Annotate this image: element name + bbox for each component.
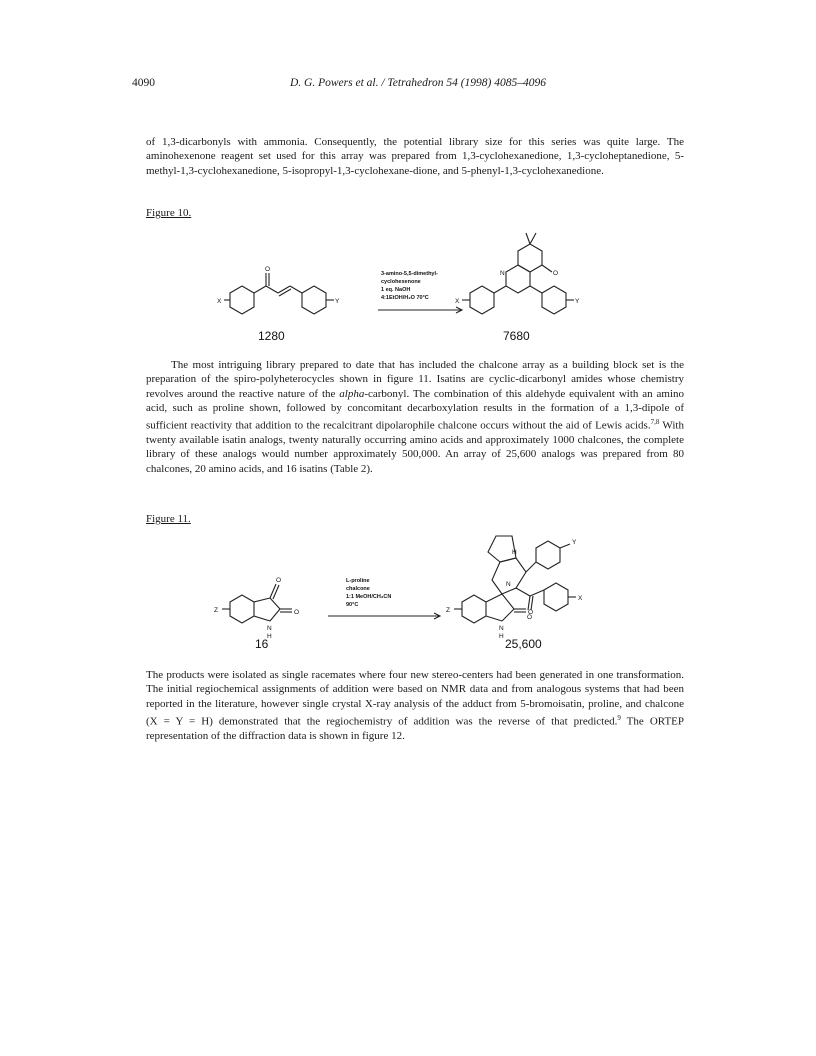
page-number: 4090 xyxy=(132,77,155,89)
benzoyl-ring xyxy=(544,583,568,611)
figure-10-label: Figure 10. xyxy=(146,207,192,219)
aryl-ring xyxy=(536,541,560,569)
cyclohexanone-ring xyxy=(518,244,542,272)
paragraph-3 xyxy=(146,668,684,743)
product-h-top: H xyxy=(512,549,517,556)
paragraph-3-part2: The ORTEP representation of the diffraction data is shown in figure 12. xyxy=(146,715,684,742)
fig11-product-count: 25,600 xyxy=(505,637,542,651)
product-y: Y xyxy=(572,539,577,546)
fig10-start-count: 1280 xyxy=(258,329,285,343)
figure-11-label: Figure 11. xyxy=(146,513,191,525)
fig11-cond-2: chalcone xyxy=(346,586,370,592)
product-x: X xyxy=(578,595,583,602)
fig10-cond-4: 4:1EtOH/H₂O 70°C xyxy=(381,295,429,301)
product-n: N xyxy=(500,270,505,277)
product-nh-n: N xyxy=(499,625,504,632)
paragraph-1: of 1,3-dicarbonyls with ammonia. Consequently, the potential library size for this series was quite large. The aminohexenone reagent set used for this array was prepared from 1,3-cyclohexanedione, 1,3-cycloheptanedione, 5-methyl-1,3-cyclohexanedione, 5-isopropyl-1,3-cyclohexane-dione, and 5-phenyl-1,3-cyclohexanedione. xyxy=(146,136,684,177)
fig11-cond-4: 90°C xyxy=(346,602,359,608)
figure-10-scheme xyxy=(200,215,640,355)
pyrrolizidine xyxy=(492,558,526,594)
product-n: N xyxy=(506,581,511,588)
running-title: D. G. Powers et al. / Tetrahedron 54 (1998) 4085–4096 xyxy=(290,77,546,89)
chalcone-x: X xyxy=(217,298,222,305)
fig11-cond-1: L-proline xyxy=(346,578,370,584)
paragraph-2-ref: 7,8 xyxy=(650,418,660,427)
product-y: Y xyxy=(575,298,580,305)
fig10-cond-1: 3-amino-5,5-dimethyl- xyxy=(381,271,438,277)
product-x: X xyxy=(455,298,460,305)
product-o: O xyxy=(553,270,559,277)
fig10-product-count: 7680 xyxy=(503,329,530,343)
pyridine-ring xyxy=(506,265,530,293)
product-nh-h: H xyxy=(499,633,504,640)
paragraph-2-part3: With twenty available isatin analogs, twenty naturally occurring amino acids and approximately 1000 chalcones, the complete library of these analogs would number approximately 500,000. An array of 25,600 analogs was prepared from 80 chalcones, 20 amino acids, and 16 isatins (Table 2). xyxy=(146,419,684,475)
product-z: Z xyxy=(446,607,450,614)
isatin-n: N xyxy=(267,625,272,632)
oxindole-benzene xyxy=(462,595,486,623)
paragraph-2-part2: -carbonyl. The combination of this aldehyde equivalent with an amino acid, such as proline shown, followed by concomitant decarboxylation results in the formation of a 1,3-dipole of sufficient reactivity that addition to the recalcitrant dipolarophile chalcone occurs without the aid of Lewis acids. xyxy=(146,387,684,432)
chalcone-ring-right xyxy=(302,286,326,314)
product-o-oxindole: O xyxy=(528,609,534,616)
paragraph-2-italic: alpha xyxy=(339,387,365,400)
paragraph-2-part1: The most intriguing library prepared to date that has included the chalcone array as a building block set is the preparation of the spiro-polyheterocycles shown in figure 11. Isatins are cyclic-dicarbonyl amides whose chemistry revolves around the reactive nature of the xyxy=(146,359,684,400)
fig11-cond-3: 1:1 MeOH/CH₃CN xyxy=(346,594,392,600)
paragraph-3-part1: The products were isolated as single racemates where four new stereo-centers had been generated in one transformation. The initial regiochemical assignments of addition were based on NMR data and from analogous systems that had been reported in the literature, however single crystal X-ray analysis of the adduct from 5-bromoisatin, proline, and chalcone (X = Y = H) demonstrated that the regiochemistry of addition was the reverse of that predicted. xyxy=(146,669,684,728)
fig11-start-count: 16 xyxy=(255,637,269,651)
isatin-o-top: O xyxy=(276,577,282,584)
product-right-ring xyxy=(542,286,566,314)
isatin-h: H xyxy=(267,633,272,640)
isatin-o-right: O xyxy=(294,609,300,616)
isatin-benzene xyxy=(230,595,254,623)
figure-11-scheme xyxy=(200,518,640,658)
paragraph-3-ref: 9 xyxy=(617,713,621,722)
chalcone-y: Y xyxy=(335,298,340,305)
product-left-ring xyxy=(470,286,494,314)
paragraph-2 xyxy=(146,358,684,476)
chalcone-ring-left xyxy=(230,286,254,314)
isatin-z: Z xyxy=(214,607,218,614)
product-o: O xyxy=(527,614,533,621)
chalcone-carbonyl-o: O xyxy=(265,266,271,273)
fig10-cond-2: cyclohexenone xyxy=(381,279,421,285)
fig10-cond-3: 1 eq. NaOH xyxy=(381,287,411,293)
